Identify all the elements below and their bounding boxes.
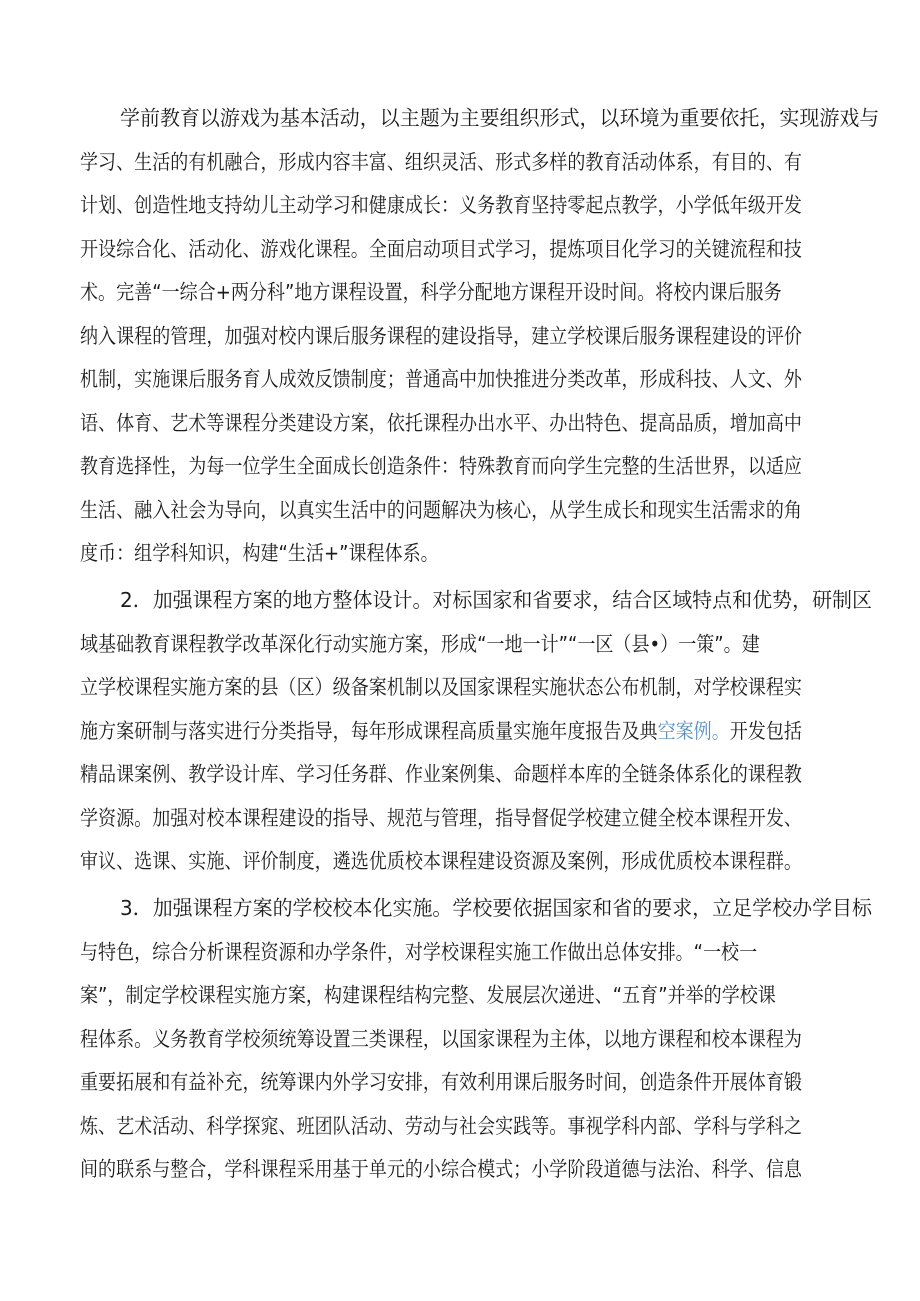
text-line: 学资源。加强对校本课程建设的指导、规范与管理，指导督促学校建立健全校本课程开发、 xyxy=(80,806,802,830)
text-line: 3．加强课程方案的学校校本化实施。学校要依据国家和省的要求，立足学校办学目标 xyxy=(120,896,873,920)
text-line: 炼、艺术活动、科学探窕、班团队活动、劳动与社会实践等。事视学科内部、学科与学科之 xyxy=(80,1114,802,1138)
text-segment: 施方案研制与落实进行分类指导，每年形成课程高质量实施年度报告及典 xyxy=(80,719,658,743)
text-line: 教育选择性，为每一位学生全面成长创造条件：特殊教育而向学生完整的生活世界，以适应 xyxy=(80,454,802,478)
highlighted-text: 空案例。 xyxy=(657,719,730,743)
text-line: 审议、选课、实施、评价制度，遴选优质校本课程建设资源及案例，形成优质校本课程群。 xyxy=(80,849,802,873)
text-line: 语、体育、艺术等课程分类建设方案，依托课程办出水平、办出特色、提高品质，增加高中 xyxy=(80,411,802,435)
text-line: 2．加强课程方案的地方整体设计。对标国家和省要求，结合区域特点和优势，研制区 xyxy=(120,588,873,612)
text-line: 与特色，综合分析课程资源和办学条件，对学校课程实施工作做出总体安排。“一校一 xyxy=(80,940,758,964)
text-line: 度币：组学科知识，构建“生活+”课程体系。 xyxy=(80,541,439,565)
text-line: 重要拓展和有益补充，统筹课内外学习安排，有效利用课后服务时间，创造条件开展体育锻 xyxy=(80,1070,802,1094)
text-line: 精品课案例、教学设计库、学习任务群、作业案例集、命题样本库的全链条体系化的课程教 xyxy=(80,762,802,786)
text-line: 学习、生活的有机融合，形成内容丰富、组织灵活、形式多样的教育活动体系，有目的、有 xyxy=(80,150,802,174)
text-line: 间的联系与整合，学科课程采用基于单元的小综合模式；小学阶段道德与法治、科学、信息 xyxy=(80,1157,802,1181)
text-line: 开设综合化、活动化、游戏化课程。全面启动项目式学习，提炼项目化学习的关键流程和技 xyxy=(80,237,802,261)
text-line: 域基础教育课程教学改革深化行动实施方案，形成“一地一计”“一区（县•）一策”。建 xyxy=(80,632,760,656)
text-segment: 开发包括 xyxy=(729,719,802,743)
text-line: 学前教育以游戏为基本活动，以主题为主要组织形式，以环境为重要依托，实现游戏与 xyxy=(120,106,880,130)
text-line-with-highlight xyxy=(80,709,890,753)
text-line: 立学校课程实施方案的县（区）级备案机制以及国家课程实施状态公布机制，对学校课程实 xyxy=(80,675,802,699)
text-line: 机制，实施课后服务育人成效反馈制度；普通高中加快推进分类改革，形成科技、人文、外 xyxy=(80,367,802,391)
text-line: 案”，制定学校课程实施方案，构建课程结构完整、发展层次递进、“五育”并举的学校课 xyxy=(80,983,776,1007)
text-line: 纳入课程的管理，加强对校内课后服务课程的建设指导，建立学校课后服务课程建设的评价 xyxy=(80,324,802,348)
text-line: 计划、创造性地支持幼儿主动学习和健康成长：义务教育坚持零起点教学，小学低年级开发 xyxy=(80,193,802,217)
text-line: 程体系。义务教育学校须统筹设置三类课程，以国家课程为主体，以地方课程和校本课程为 xyxy=(80,1027,802,1051)
text-line: 生活、融入社会为导向，以真实生活中的问题解决为核心，从学生成长和现实生活需求的角 xyxy=(80,498,802,522)
text-line: 术。完善“一综合+两分科”地方课程设置，科学分配地方课程开设时间。将校内课后服务 xyxy=(80,280,782,304)
